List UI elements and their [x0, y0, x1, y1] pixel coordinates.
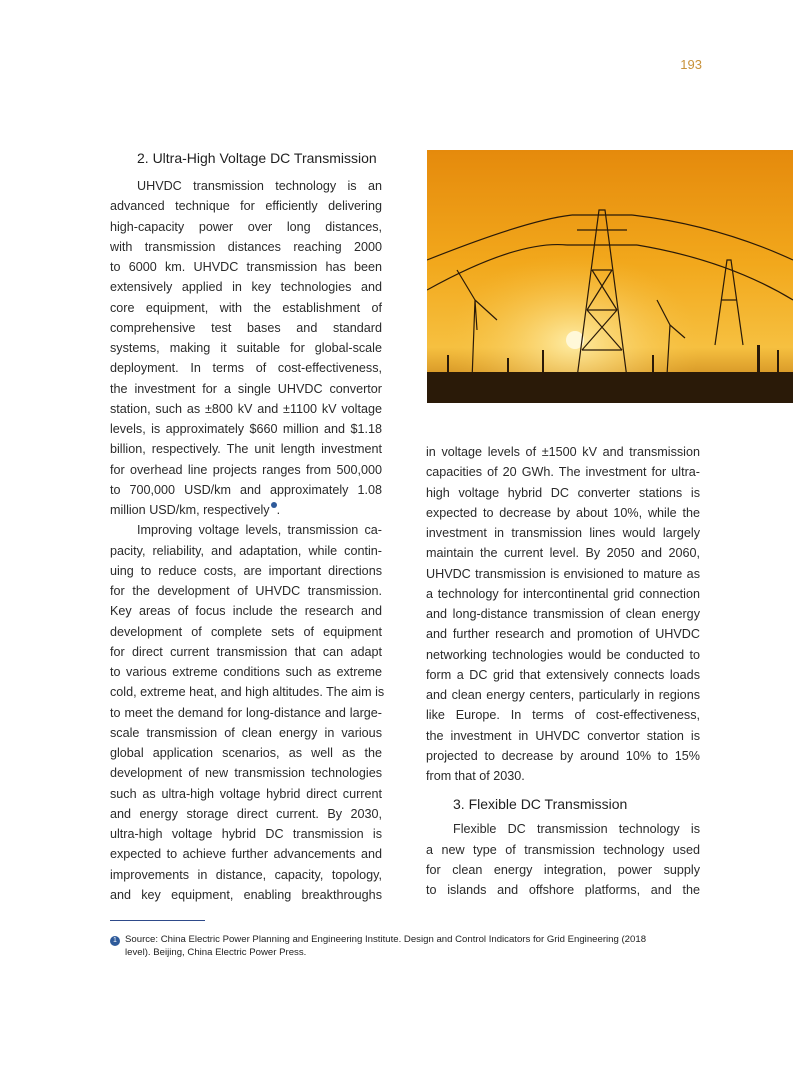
- line-text: and long-distance transmission of clean energy: [426, 607, 700, 621]
- line-text: advanced technique for efficiently delivering: [110, 199, 382, 214]
- text-line: [110, 682, 385, 702]
- text-line: [110, 541, 382, 561]
- text-line: [426, 685, 700, 705]
- line-text: deployment. In terms of cost-effectiveness,: [110, 361, 382, 376]
- line-text: levels, is approximately $660 million and $1.18: [110, 422, 382, 436]
- line-text: Key areas of focus include the research and: [110, 604, 382, 619]
- line-text: ultra-high voltage hybrid DC transmission is: [110, 827, 382, 841]
- text-line: [110, 237, 382, 257]
- text-line: [426, 726, 700, 746]
- line-text: a new type of transmission technology used: [426, 842, 700, 857]
- text-line: [110, 196, 382, 216]
- line-text: expected to decrease by about 10%, while the: [426, 505, 700, 520]
- text-line: [110, 379, 382, 399]
- text-line: [426, 564, 700, 584]
- line-text: to various extreme conditions such as extreme: [110, 665, 382, 679]
- line-text: capacities of 20 GWh. The investment for ultra-: [426, 465, 700, 480]
- text-line: [110, 885, 382, 905]
- text-line: [110, 601, 382, 621]
- text-line: [110, 439, 382, 459]
- line-text: to 700,000 USD/km and approximately 1.08: [110, 482, 382, 497]
- line-text: development of complete sets of equipment: [110, 624, 382, 639]
- line-text: comprehensive test bases and standard: [110, 320, 382, 335]
- text-line: [426, 624, 700, 644]
- text-line: [426, 503, 700, 523]
- line-text: extensively applied in key technologies and: [110, 280, 382, 295]
- line-text: core equipment, with the establishment of: [110, 300, 382, 315]
- text-line: [110, 622, 382, 642]
- text-line: [110, 520, 382, 540]
- line-text: to meet the demand for long-distance and large-: [110, 705, 382, 720]
- line-text: UHVDC transmission is envisioned to mature as: [426, 566, 700, 581]
- footnote-marker: 1: [110, 936, 120, 946]
- text-line: [426, 645, 700, 665]
- line-text: high voltage hybrid DC converter stations is: [426, 485, 700, 500]
- line-text: billion, respectively. The unit length investment: [110, 442, 382, 457]
- line-text: to 6000 km. UHVDC transmission has been: [110, 260, 382, 274]
- left-column: [110, 147, 385, 905]
- text-line: [426, 442, 700, 462]
- footnote-text: Source: China Electric Power Planning and Engineering Institute. Design and Control Indicators for Grid Engineering (2018: [125, 934, 647, 945]
- line-text: pacity, reliability, and adaptation, while contin-: [110, 543, 382, 558]
- text-line: [426, 766, 700, 786]
- line-text: form a DC grid that extensively connects loads: [426, 667, 700, 682]
- line-text: UHVDC transmission technology is an: [137, 179, 382, 193]
- text-line: [426, 880, 700, 900]
- text-line: [110, 358, 382, 378]
- line-text: and key equipment, enabling breakthroughs: [110, 887, 382, 902]
- text-line: [426, 840, 700, 860]
- line-text: such as ultra-high voltage hybrid direct current: [110, 786, 382, 801]
- line-tail: .: [276, 503, 281, 517]
- text-line: [110, 763, 382, 783]
- text-line: [110, 824, 382, 844]
- text-line: [110, 298, 382, 318]
- line-text: development of new transmission technologies: [110, 766, 382, 781]
- text-line: [110, 662, 382, 682]
- text-line: [110, 480, 382, 500]
- line-text: and energy storage direct current. By 2030,: [110, 806, 382, 821]
- right-column: [426, 442, 700, 900]
- line-text: the investment for a single UHVDC convertor: [110, 381, 382, 396]
- text-line: [110, 460, 382, 480]
- text-line: [110, 500, 382, 520]
- text-line: [110, 844, 382, 864]
- section-heading: 2. Ultra-High Voltage DC Transmission: [137, 150, 377, 166]
- line-text: global application scenarios, as well as the: [110, 746, 382, 760]
- footnote-text: level). Beijing, China Electric Power Press.: [125, 947, 307, 958]
- text-line: [426, 483, 700, 503]
- text-line: [426, 462, 700, 482]
- line-text: for the development of UHVDC transmission.: [110, 584, 382, 598]
- line-text: improvements in distance, capacity, topology,: [110, 867, 382, 882]
- line-text: maintain the current level. By 2050 and 2060,: [426, 546, 700, 561]
- text-line: [110, 318, 382, 338]
- text-line: [110, 804, 382, 824]
- text-line: [110, 257, 382, 277]
- text-line: [426, 543, 700, 563]
- text-line: [110, 217, 382, 237]
- text-line: [426, 860, 700, 880]
- line-text: uing to reduce costs, are important directions: [110, 563, 382, 578]
- text-line: [110, 723, 382, 743]
- line-text: for clean energy integration, power supply: [426, 862, 700, 877]
- text-line: [426, 819, 700, 839]
- line-text: Improving voltage levels, transmission ca-: [137, 523, 382, 538]
- line-text: and clean energy centers, particularly in regions: [426, 688, 700, 702]
- line-text: like Europe. In terms of cost-effectiveness,: [426, 708, 700, 723]
- line-text: for overhead line projects ranges from 500,000: [110, 462, 382, 477]
- line-text: and further research and promotion of UHVDC: [426, 627, 700, 642]
- footnote: [110, 933, 710, 959]
- text-line: [110, 399, 382, 419]
- line-text: from that of 2030.: [426, 769, 525, 783]
- text-line: [110, 743, 382, 763]
- line-text: with transmission distances reaching 2000: [110, 239, 382, 254]
- text-line: [110, 176, 382, 196]
- line-text: station, such as ±800 kV and ±1100 kV voltage: [110, 401, 382, 416]
- text-line: [110, 642, 382, 662]
- text-line: [426, 746, 700, 766]
- text-line: [426, 604, 700, 624]
- line-text: projected to decrease by around 10% to 15%: [426, 748, 700, 763]
- line-text: in voltage levels of ±1500 kV and transmission: [426, 445, 700, 459]
- text-line: [426, 584, 700, 604]
- text-line: [110, 703, 382, 723]
- line-text: scale transmission of clean energy in various: [110, 725, 382, 740]
- power-tower-sunset-photo: [427, 150, 793, 403]
- line-text: high-capacity power over long distances,: [110, 219, 382, 234]
- line-text: networking technologies would be conducted to: [426, 647, 700, 662]
- line-text: for direct current transmission that can adapt: [110, 644, 382, 659]
- text-line: [110, 581, 382, 601]
- text-line: [426, 523, 700, 543]
- section-heading: 3. Flexible DC Transmission: [453, 796, 628, 813]
- footnote-rule: [110, 920, 205, 921]
- line-text: to islands and offshore platforms, and the: [426, 883, 700, 897]
- page-number: 193: [680, 57, 702, 72]
- text-line: [110, 784, 382, 804]
- text-line: [110, 865, 382, 885]
- text-line: [110, 338, 382, 358]
- line-text: a technology for intercontinental grid connection: [426, 586, 700, 601]
- text-line: [110, 561, 382, 581]
- text-line: [426, 705, 700, 725]
- line-text: cold, extreme heat, and high altitudes. The aim is: [110, 685, 385, 700]
- text-line: [110, 419, 382, 439]
- line-text: million USD/km, respectively: [110, 503, 270, 517]
- text-line: [426, 665, 700, 685]
- line-text: expected to achieve further advancements and: [110, 847, 382, 862]
- line-text: investment in transmission lines would largely: [426, 526, 700, 540]
- line-text: the investment in UHVDC convertor station is: [426, 728, 700, 743]
- text-line: [110, 277, 382, 297]
- line-text: systems, making it suitable for global-scale: [110, 341, 382, 355]
- line-text: Flexible DC transmission technology is: [453, 822, 700, 837]
